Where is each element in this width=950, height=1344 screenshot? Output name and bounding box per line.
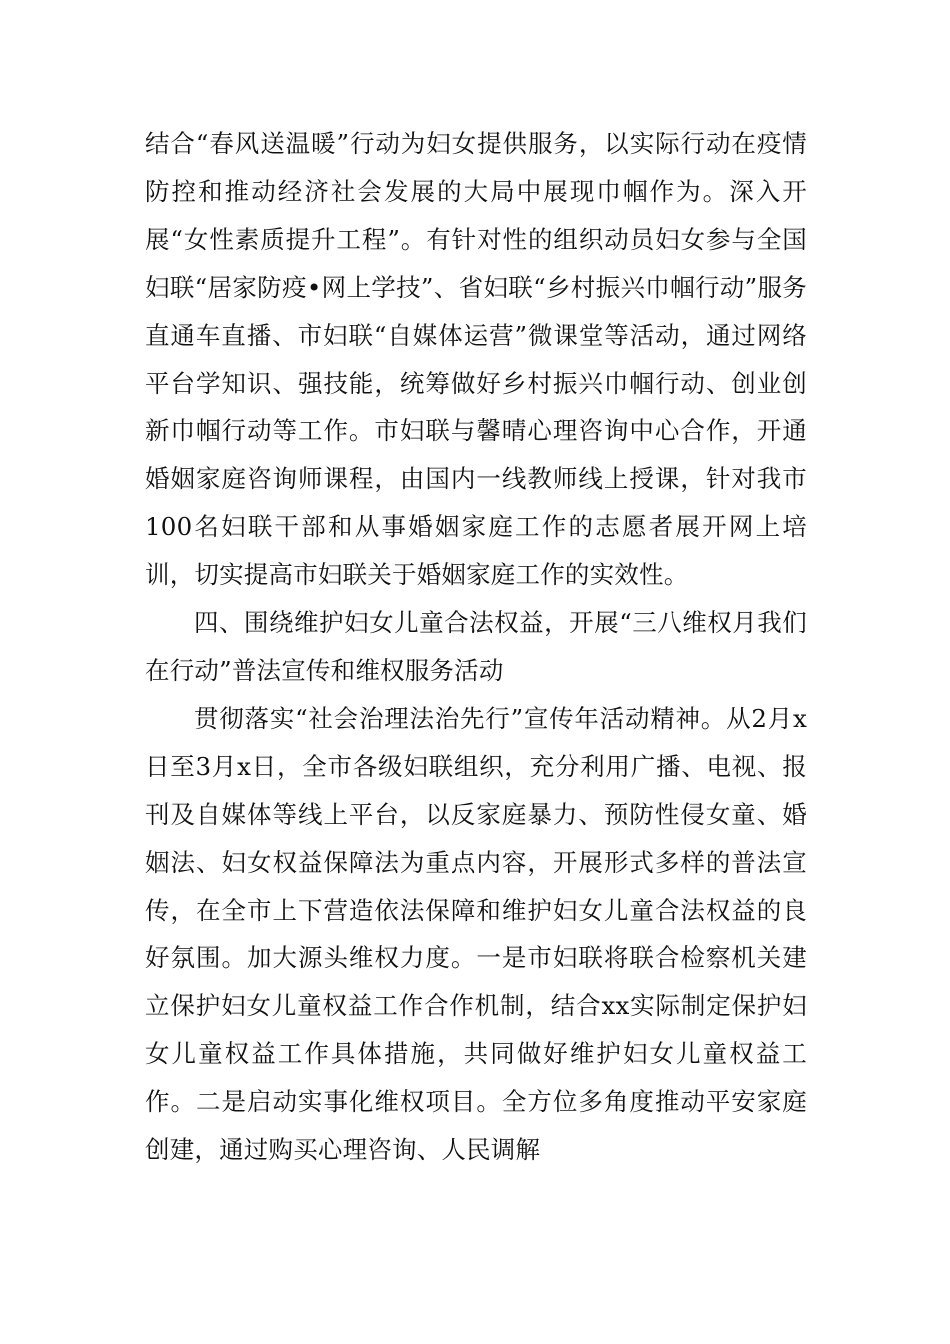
- paragraph-legal-publicity: 贯彻落实“社会治理法治先行”宣传年活动精神。从2月x日至3月x日，全市各级妇联组织，充分利用广播、电视、报刊及自媒体等线上平台，以反家庭暴力、预防性侵女童、婚姻法、妇女权益保障法为重点内容，开展形式多样的普法宣传，在全市上下营造依法保障和维护妇女儿童合法权益的良好氛围。加大源头维权力度。一是市妇联将联合检察机关建立保护妇女儿童权益工作合作机制，结合xx实际制定保护妇女儿童权益工作具体措施，共同做好维护妇女儿童权益工作。二是启动实事化维权项目。全方位多角度推动平安家庭创建，通过购买心理咨询、人民调解: [145, 703, 807, 1165]
- document-body: [145, 120, 807, 1174]
- section-heading-rights-protection: 四、围绕维护妇女儿童合法权益，开展“三八维权月我们在行动”普法宣传和维权服务活动: [145, 608, 807, 685]
- paragraph-services-and-training: 结合“春风送温暖”行动为妇女提供服务，以实际行动在疫情防控和推动经济社会发展的大局中展现巾帼作为。深入开展“女性素质提升工程”。有针对性的组织动员妇女参与全国妇联“居家防疫•网上学技”、省妇联“乡村振兴巾帼行动”服务直通车直播、市妇联“自媒体运营”微课堂等活动，通过网络平台学知识、强技能，统筹做好乡村振兴巾帼行动、创业创新巾帼行动等工作。市妇联与馨晴心理咨询中心合作，开通婚姻家庭咨询师课程，由国内一线教师线上授课，针对我市100名妇联干部和从事婚姻家庭工作的志愿者展开网上培训，切实提高市妇联关于婚姻家庭工作的实效性。: [145, 129, 807, 590]
